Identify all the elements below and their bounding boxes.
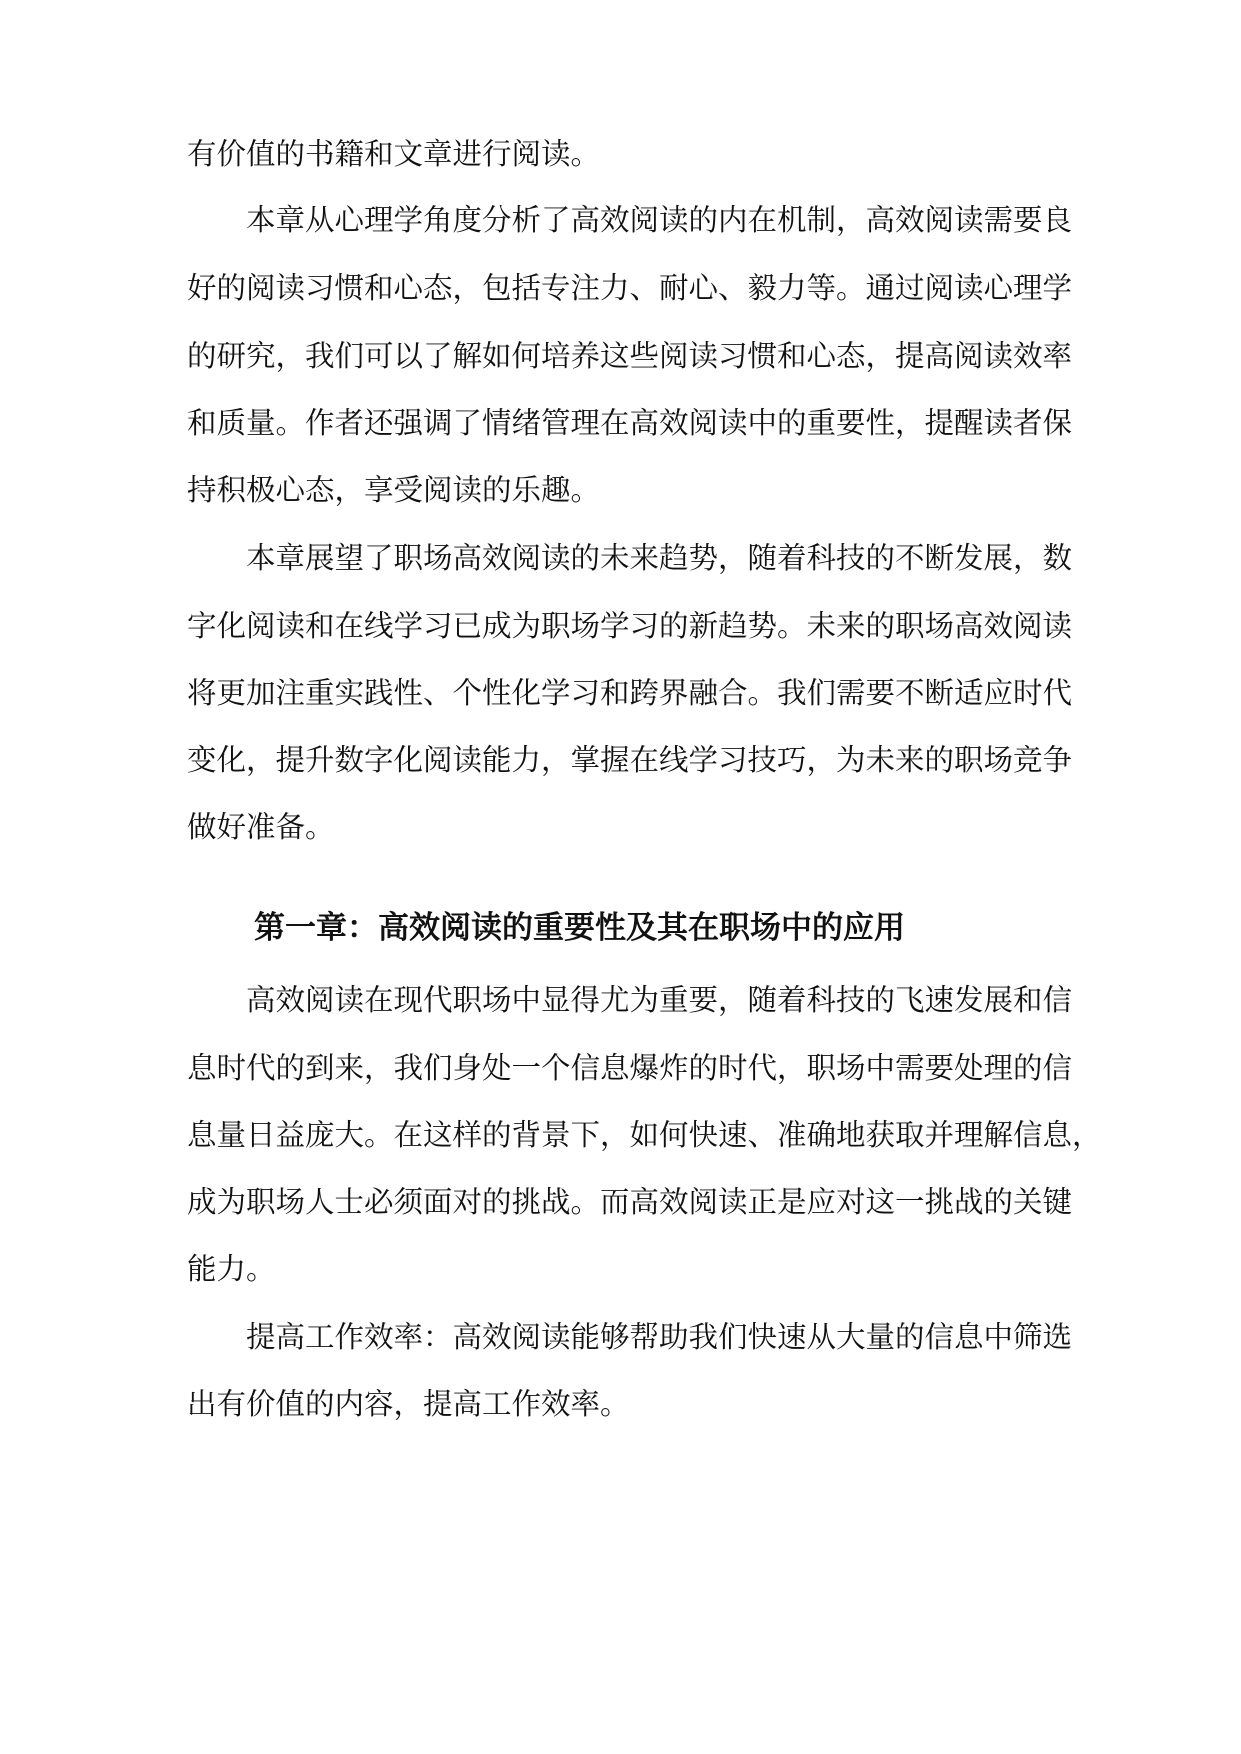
paragraph-line: 变化，提升数字化阅读能力，掌握在线学习技巧，为未来的职场竞争 bbox=[187, 743, 1073, 777]
paragraph-line: 本章展望了职场高效阅读的未来趋势，随着科技的不断发展，数 bbox=[246, 541, 1073, 575]
paragraph-line: 提高工作效率：高效阅读能够帮助我们快速从大量的信息中筛选 bbox=[246, 1320, 1073, 1354]
paragraph-line: 字化阅读和在线学习已成为职场学习的新趋势。未来的职场高效阅读 bbox=[187, 609, 1073, 643]
paragraph-line: 能力。 bbox=[187, 1252, 276, 1286]
paragraph-line: 将更加注重实践性、个性化学习和跨界融合。我们需要不断适应时代 bbox=[187, 676, 1073, 710]
paragraph-line: 成为职场人士必须面对的挑战。而高效阅读正是应对这一挑战的关键 bbox=[187, 1185, 1073, 1219]
paragraph-line: 的研究，我们可以了解如何培养这些阅读习惯和心态，提高阅读效率 bbox=[187, 339, 1073, 373]
paragraph-line: 出有价值的内容，提高工作效率。 bbox=[187, 1387, 630, 1421]
paragraph-line: 本章从心理学角度分析了高效阅读的内在机制，高效阅读需要良 bbox=[246, 203, 1073, 237]
paragraph-line: 和质量。作者还强调了情绪管理在高效阅读中的重要性，提醒读者保 bbox=[187, 406, 1073, 440]
paragraph-line: 有价值的书籍和文章进行阅读。 bbox=[187, 137, 601, 171]
paragraph-line: 持积极心态，享受阅读的乐趣。 bbox=[187, 473, 601, 507]
paragraph-line: 好的阅读习惯和心态，包括专注力、耐心、毅力等。通过阅读心理学 bbox=[187, 271, 1073, 305]
paragraph-line: 息量日益庞大。在这样的背景下，如何快速、准确地获取并理解信息， bbox=[187, 1118, 1102, 1152]
paragraph-line: 息时代的到来，我们身处一个信息爆炸的时代，职场中需要处理的信 bbox=[187, 1051, 1073, 1085]
paragraph-line: 高效阅读在现代职场中显得尤为重要，随着科技的飞速发展和信 bbox=[246, 983, 1073, 1017]
chapter-heading: 第一章：高效阅读的重要性及其在职场中的应用 bbox=[254, 910, 905, 946]
paragraph-line: 做好准备。 bbox=[187, 810, 335, 844]
